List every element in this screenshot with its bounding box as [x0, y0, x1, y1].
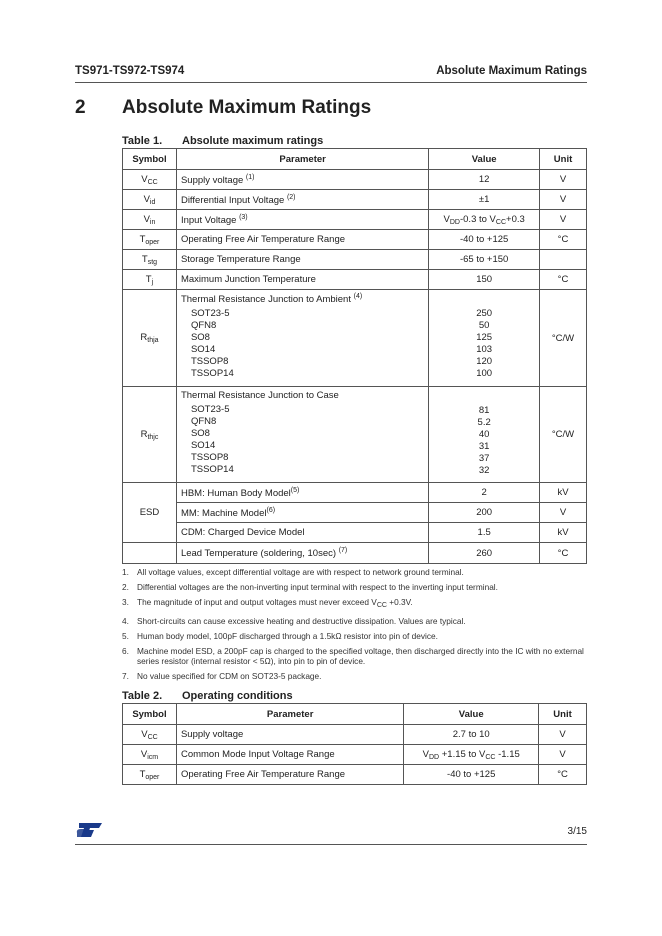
note-number: 3. [122, 597, 129, 607]
package-value: 125 [476, 332, 493, 343]
st-logo-icon [75, 821, 103, 844]
symbol-sub: stg [147, 258, 158, 266]
value-sub: DD [429, 753, 440, 761]
parameter: Differential Input Voltage [180, 194, 287, 206]
table-row [123, 725, 587, 745]
value [429, 210, 540, 230]
note-text: All voltage values, except differential voltage are with respect to network ground terminal. [137, 567, 464, 577]
header-doc-id: TS971-TS972-TS974 [75, 65, 185, 77]
note-item [122, 646, 592, 666]
value-sub: CC [495, 218, 507, 226]
col-value: Value [429, 149, 540, 170]
table2-caption [122, 690, 293, 702]
parameter: Common Mode Input Voltage Range [176, 745, 403, 765]
table-row [123, 290, 587, 387]
symbol-sub: CC [147, 178, 158, 186]
symbol-sub: oper [145, 773, 160, 781]
value: 150 [429, 270, 540, 290]
footer-rule [75, 844, 587, 845]
note-ref: (5) [290, 486, 300, 494]
table-row [123, 250, 587, 270]
unit: V [540, 190, 587, 210]
value: 260 [429, 543, 540, 564]
parameter: Thermal Resistance Junction to Case [180, 390, 339, 401]
parameter: HBM: Human Body Model [180, 487, 291, 499]
note-number: 5. [122, 631, 129, 641]
note-text-tail: +0.3V. [386, 597, 413, 607]
col-unit: Unit [540, 149, 587, 170]
value: 1.5 [429, 523, 540, 543]
package-value: 50 [478, 320, 490, 331]
package-name: SO14 [190, 440, 216, 451]
col-unit: Unit [539, 704, 587, 725]
symbol: T [145, 273, 152, 285]
table-row [123, 503, 587, 523]
table-row [123, 765, 587, 785]
note-item [122, 597, 592, 611]
note-number: 2. [122, 582, 129, 592]
package-name: SO14 [190, 344, 216, 355]
symbol: V [143, 213, 150, 225]
package-value: 40 [478, 429, 490, 440]
table-row [123, 210, 587, 230]
col-symbol: Symbol [123, 704, 177, 725]
unit [540, 250, 587, 270]
table-row [123, 483, 587, 503]
value-part: -0.3 to V [459, 213, 496, 225]
table1-caption-num: Table 1. [122, 135, 163, 147]
parameter: Supply voltage [176, 725, 403, 745]
symbol: T [139, 768, 146, 780]
col-parameter: Parameter [176, 704, 403, 725]
note-item [122, 567, 592, 577]
note-item [122, 671, 592, 681]
note-number: 7. [122, 671, 129, 681]
value: 12 [429, 170, 540, 190]
value: -40 to +125 [404, 765, 539, 785]
symbol-sub: CC [147, 733, 158, 741]
operating-conditions-table [122, 703, 587, 785]
parameter: Maximum Junction Temperature [176, 270, 428, 290]
table1-caption [122, 135, 323, 147]
package-value: 81 [478, 405, 490, 416]
unit: V [540, 170, 587, 190]
unit: kV [540, 523, 587, 543]
note-ref: (4) [353, 293, 363, 300]
note-ref: (2) [286, 193, 296, 201]
unit: °C [540, 230, 587, 250]
symbol: V [141, 728, 148, 740]
symbol-sub: icm [147, 753, 159, 761]
value: 2 [429, 483, 540, 503]
note-item [122, 582, 592, 592]
section-number: 2 [75, 97, 86, 118]
value: 200 [429, 503, 540, 523]
col-parameter: Parameter [176, 149, 428, 170]
header-rule [75, 82, 587, 83]
table-row [123, 190, 587, 210]
symbol [123, 543, 177, 564]
symbol: V [140, 748, 148, 760]
package-name: SO8 [190, 332, 210, 343]
symbol-sub: id [149, 198, 156, 206]
note-text: Short-circuits can cause excessive heating and destructive dissipation. Values are typical. [137, 616, 466, 626]
section-title: Absolute Maximum Ratings [122, 97, 372, 118]
note-number: 4. [122, 616, 129, 626]
symbol: ESD [123, 483, 177, 543]
value-part: V [422, 748, 429, 760]
parameter: Thermal Resistance Junction to Ambient [180, 294, 354, 305]
unit: °C [540, 543, 587, 564]
table-notes [122, 567, 592, 686]
table-header-row [123, 149, 587, 170]
parameter: MM: Machine Model [180, 507, 267, 519]
symbol: T [139, 233, 146, 245]
package-name: SOT23-5 [190, 404, 230, 415]
package-name: SOT23-5 [190, 308, 230, 319]
unit: kV [540, 483, 587, 503]
unit: V [540, 503, 587, 523]
col-value: Value [404, 704, 539, 725]
parameter: Input Voltage [180, 214, 240, 226]
parameter: Operating Free Air Temperature Range [176, 765, 403, 785]
note-number: 6. [122, 646, 129, 656]
note-text: The magnitude of input and output voltages must never exceed V [137, 597, 377, 607]
note-ref: (1) [245, 173, 255, 181]
table-row [123, 523, 587, 543]
package-value: 5.2 [477, 417, 491, 428]
symbol: R [140, 428, 148, 440]
note-item [122, 616, 592, 626]
value: ±1 [429, 190, 540, 210]
parameter: Operating Free Air Temperature Range [176, 230, 428, 250]
unit: V [540, 210, 587, 230]
parameter: Supply voltage [180, 174, 246, 186]
package-name: QFN8 [190, 416, 217, 427]
page-header [75, 63, 587, 81]
unit: °C [539, 765, 587, 785]
value [404, 745, 539, 765]
table-row [123, 270, 587, 290]
table-row [123, 170, 587, 190]
table-row [123, 745, 587, 765]
value-part: +0.3 [506, 213, 525, 225]
package-name: TSSOP14 [190, 368, 234, 379]
table-header-row [123, 704, 587, 725]
package-value: 250 [476, 308, 493, 319]
package-value: 31 [478, 441, 490, 452]
value: -65 to +150 [429, 250, 540, 270]
parameter: Lead Temperature (soldering, 10sec) [180, 548, 339, 559]
symbol-sub: j [151, 278, 154, 286]
symbol-sub: in [149, 218, 156, 226]
note-item [122, 631, 592, 641]
unit: °C [540, 270, 587, 290]
symbol-sub: thjc [147, 433, 159, 441]
note-text: Human body model, 100pF discharged through a 1.5kΩ resistor into pin of device. [137, 631, 438, 641]
unit: °C/W [540, 387, 587, 483]
table-row [123, 230, 587, 250]
value-sub: DD [449, 218, 460, 226]
value-part: -1.15 [495, 748, 520, 760]
note-number: 1. [122, 567, 129, 577]
package-name: TSSOP8 [190, 452, 229, 463]
header-section: Absolute Maximum Ratings [436, 65, 587, 77]
package-name: SO8 [190, 428, 210, 439]
note-text: Differential voltages are the non-inverting input terminal with respect to the inverting input terminal. [137, 582, 498, 592]
value-sub: CC [485, 753, 496, 761]
package-value: 100 [476, 368, 493, 379]
symbol: V [141, 173, 148, 185]
unit: V [539, 725, 587, 745]
symbol: V [143, 193, 150, 205]
note-ref: (7) [338, 547, 348, 554]
table-row [123, 387, 587, 483]
package-name: TSSOP14 [190, 464, 234, 475]
package-value: 32 [478, 465, 490, 476]
value-part: V [443, 213, 450, 225]
col-symbol: Symbol [123, 149, 177, 170]
note-ref: (3) [239, 213, 248, 221]
note-ref: (6) [266, 506, 276, 514]
table1-caption-title: Absolute maximum ratings [182, 135, 324, 147]
parameter: CDM: Charged Device Model [176, 523, 428, 543]
value: 2.7 to 10 [404, 725, 539, 745]
unit: °C/W [540, 290, 587, 387]
table-row [123, 543, 587, 564]
note-sub: CC [376, 602, 387, 609]
package-value: 37 [478, 453, 490, 464]
page-number: 3/15 [567, 826, 587, 837]
unit: V [539, 745, 587, 765]
symbol: T [141, 253, 148, 265]
package-name: TSSOP8 [190, 356, 229, 367]
value: -40 to +125 [429, 230, 540, 250]
parameter: Storage Temperature Range [176, 250, 428, 270]
package-value: 103 [476, 344, 493, 355]
package-name: QFN8 [190, 320, 217, 331]
value-part: +1.15 to V [439, 748, 486, 760]
note-text: No value specified for CDM on SOT23-5 package. [137, 671, 322, 681]
symbol-sub: thja [147, 337, 159, 344]
symbol-sub: oper [145, 238, 160, 246]
package-value: 120 [476, 356, 493, 367]
note-text: Machine model ESD, a 200pF cap is charged to the specified voltage, then discharged directly into the IC with no external series resistor (internal resistor < 5Ω), into pin to pin of device. [137, 646, 584, 666]
absolute-maximum-ratings-table [122, 148, 587, 564]
table2-caption-num: Table 2. [122, 690, 163, 702]
table2-caption-title: Operating conditions [182, 690, 293, 702]
symbol: R [140, 332, 148, 343]
